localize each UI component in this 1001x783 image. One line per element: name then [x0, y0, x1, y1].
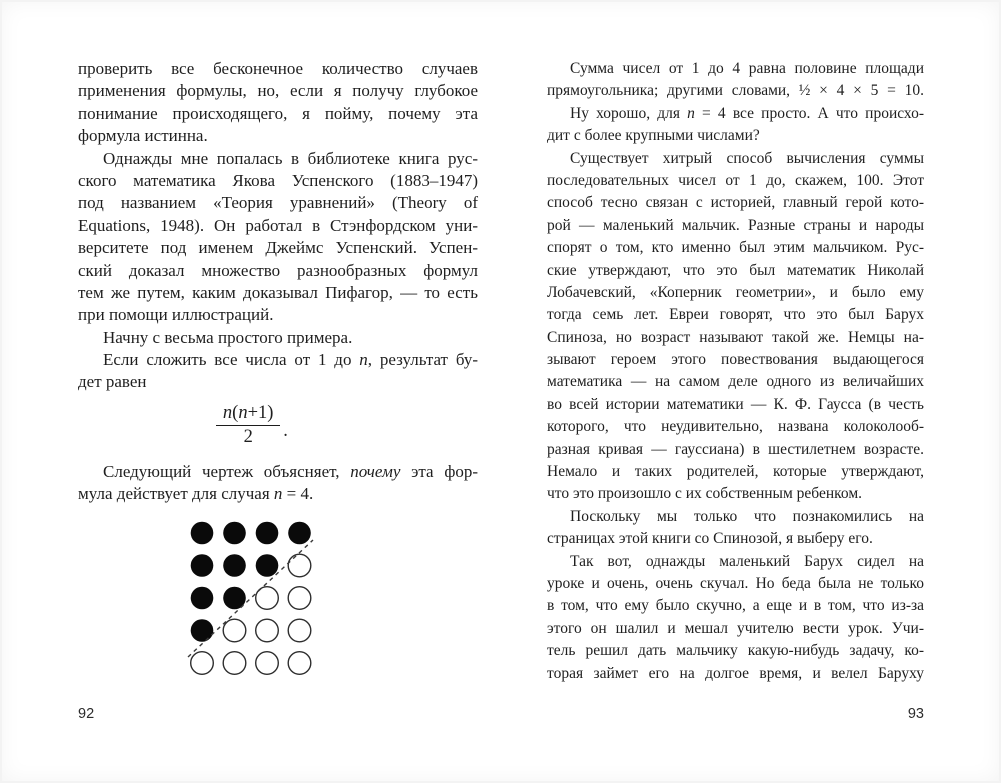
- text-line: тогда семь лет. Евреи говорят, что это был Барух: [547, 306, 924, 324]
- text-line: Equations, 1948). Он работал в Стэнфордском уни-: [78, 215, 478, 235]
- filled-circle: [191, 521, 214, 544]
- filled-circle: [256, 521, 279, 544]
- left-page-text-column: [78, 58, 478, 677]
- text-line: тель решил дать мальчику какую-нибудь задачу, ко-: [547, 642, 924, 660]
- text-line: разная кривая — гауссиана) в шестилетнем возрасте.: [547, 440, 924, 458]
- filled-circle: [191, 554, 214, 577]
- text-line: Начну с весьма простого примера.: [103, 327, 353, 347]
- text-line: понимание происходящего, я пойму, почему эта: [78, 103, 478, 123]
- filled-circle: [191, 619, 214, 642]
- right-page-text-column: [547, 58, 924, 685]
- text-line: рой — маленький мальчик. Разные страны и народы: [547, 216, 924, 234]
- text-line: последовательных чисел от 1 до, скажем, 100. Этот: [547, 171, 924, 189]
- text-line: Поскольку мы только что познакомились на: [570, 507, 924, 525]
- filled-circle: [191, 586, 214, 609]
- text-line: Так вот, однажды маленький Барух сидел на: [570, 552, 924, 570]
- empty-circle: [191, 651, 214, 674]
- text-line: проверить все бесконечное количество случаев: [78, 59, 478, 78]
- text-line: уроке и очень, очень скучал. Но беда была не только: [547, 574, 924, 592]
- text-line: страницах этой книги со Спинозой, я выберу его.: [547, 530, 873, 548]
- text-line: что это произошло с их собственным ребенком.: [547, 485, 863, 503]
- text-line: Однажды мне попалась в библиотеке книга рус-: [103, 148, 478, 168]
- dot-grid-diagram: [185, 515, 478, 677]
- filled-circle: [223, 521, 246, 544]
- text-line: мула действует для случая n = 4.: [78, 484, 314, 504]
- text-line: которого, что неудивительно, названа колоколооб-: [547, 418, 924, 436]
- italic-text: n: [273, 484, 283, 504]
- text-line: формула истинна.: [78, 126, 208, 146]
- text-line: в том, что ему было скучно, а еще и в том, что из-за: [547, 597, 924, 615]
- text-line: Немало и таких родителей, которые утверждают,: [547, 463, 924, 481]
- text-line: ские утверждают, что это был математик Николай: [547, 261, 924, 279]
- italic-text: n: [359, 350, 368, 370]
- page-number-right: 93: [907, 706, 924, 722]
- left-page-paragraphs-after-formula: [78, 461, 478, 506]
- filled-circle: [256, 554, 279, 577]
- left-page-paragraphs: [78, 58, 478, 394]
- text-line: способ тесно связан с историей, главный герой кото-: [547, 194, 924, 212]
- text-line: под названием «Теория уравнений» (Theory of: [78, 193, 478, 213]
- dot-grid-svg: [185, 515, 325, 677]
- text-line: Ну хорошо, для n = 4 все просто. А что происхо-: [570, 104, 924, 122]
- text-line: прямоугольника; другими словами, ½ × 4 × 5 = 10.: [547, 82, 924, 100]
- text-line: Существует хитрый способ вычисления суммы: [570, 149, 924, 167]
- italic-text: n: [222, 402, 233, 423]
- text-line: Лобачевский, «Коперник геометрии», и было ему: [547, 283, 924, 301]
- text-line: спорят о том, кто именно был этим мальчиком. Рус-: [547, 239, 924, 257]
- text-line: дит с более крупными числами?: [547, 127, 760, 145]
- empty-circle: [288, 586, 311, 609]
- italic-text: n: [238, 402, 248, 423]
- text-line: этого он шалил и мешал учителю вести урок. Учи-: [547, 619, 924, 637]
- filled-circle: [288, 521, 311, 544]
- empty-circle: [288, 619, 311, 642]
- italic-text: почему: [350, 461, 401, 481]
- empty-circle: [256, 651, 279, 674]
- text-line: тем же путем, каким доказывал Пифагор, — то есть: [78, 282, 478, 302]
- fraction-denominator: 2: [243, 426, 253, 447]
- text-line: математика — на самом деле одного из величайших: [547, 373, 924, 391]
- text-line: верситете под именем Джеймс Успенский. Успен-: [78, 238, 478, 258]
- text-line: зывают героем этого повествования выдающегося: [547, 351, 924, 369]
- formula-period: .: [283, 421, 288, 442]
- page-number-left: 92: [78, 706, 95, 722]
- text-line: ский доказал множество разнообразных формул: [78, 260, 478, 280]
- fraction: [216, 402, 280, 448]
- text-line: при помощи иллюстраций.: [78, 305, 274, 325]
- filled-circle: [223, 554, 246, 577]
- text-line: применения формулы, но, если я получу глубокое: [78, 81, 478, 101]
- text-line: ского математика Якова Успенского (1883–1947): [78, 170, 478, 190]
- formula-n-times-n-plus-1-over-2: [52, 402, 452, 452]
- empty-circle: [223, 619, 246, 642]
- empty-circle: [223, 651, 246, 674]
- text-line: Спиноза, но возраст называют такой же. Немцы на-: [547, 328, 924, 346]
- empty-circle: [256, 619, 279, 642]
- text-line: Следующий чертеж объясняет, почему эта фор-: [103, 461, 478, 481]
- empty-circle: [288, 554, 311, 577]
- fraction-numerator: n(n+1): [222, 402, 274, 423]
- text-line: дет равен: [78, 372, 147, 392]
- italic-text: n: [687, 104, 695, 122]
- text-line: Если сложить все числа от 1 до n, результат бу-: [103, 350, 478, 370]
- text-line: Сумма чисел от 1 до 4 равна половине площади: [570, 60, 924, 77]
- text-line: торая займет его на долгое время, и велел Баруху: [547, 664, 924, 682]
- text-line: во всей истории математики — К. Ф. Гаусса (в честь: [547, 395, 924, 413]
- empty-circle: [288, 651, 311, 674]
